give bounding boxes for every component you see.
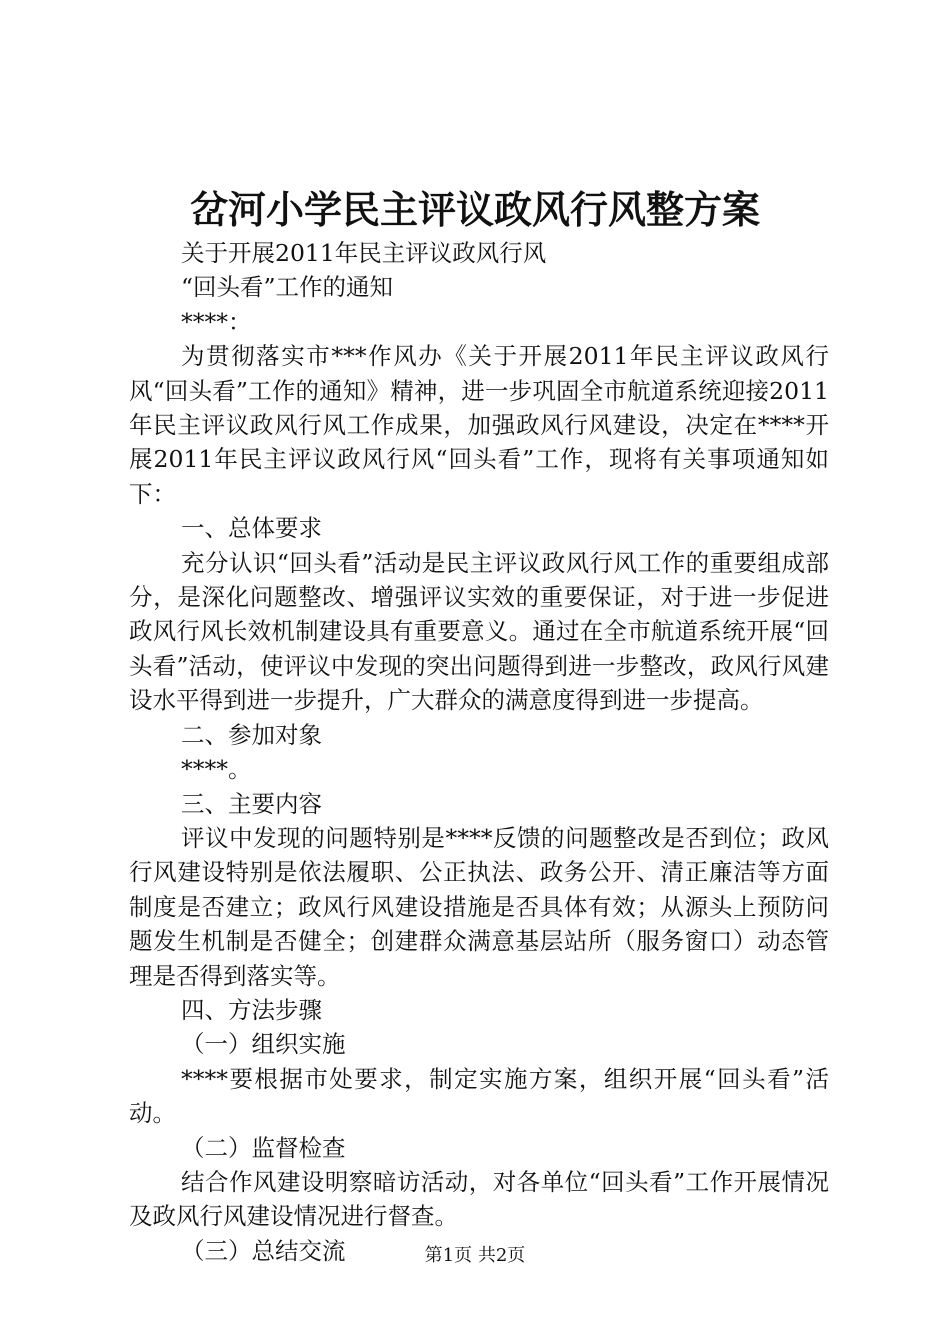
- document-body: [129, 236, 829, 1268]
- paragraph-addressee: ****：: [181, 307, 252, 336]
- section-heading-main-content: 三、主要内容: [181, 789, 322, 818]
- paragraph-intro: 为贯彻落实市***作风办《关于开展2011年民主评议政风行风“回头看”工作的通知》精神，进一步巩固全市航道系统迎接2011年民主评议政风行风工作成果，加强政风行风建设，决定在****开展2011年民主评议政风行风“回头看”工作，现将有关事项通知如下：: [129, 342, 829, 508]
- subsection-heading-supervise: （二）监督检查: [181, 1133, 346, 1162]
- section-heading-general-requirements: 一、总体要求: [181, 514, 322, 543]
- paragraph-organize: ****要根据市处要求，制定实施方案，组织开展“回头看”活动。: [129, 1064, 829, 1128]
- paragraph-general-requirements: 充分认识“回头看”活动是民主评议政风行风工作的重要组成部分，是深化问题整改、增强评议实效的重要保证，对于进一步促进政风行风长效机制建设具有重要意义。通过在全市航道系统开展“回头看”活动，使评议中发现的突出问题得到进一步整改，政风行风建设水平得到进一步提升，广大群众的满意度得到进一步提高。: [129, 548, 829, 715]
- paragraph-notice-heading-1: 关于开展2011年民主评议政风行风: [181, 239, 547, 267]
- paragraph-participants: ****。: [181, 755, 252, 784]
- paragraph-supervise: 结合作风建设明察暗访活动，对各单位“回头看”工作开展情况及政风行风建设情况进行督查。: [129, 1167, 829, 1231]
- paragraph-notice-heading-2: “回头看”工作的通知: [181, 273, 394, 302]
- section-heading-methods: 四、方法步骤: [181, 995, 322, 1024]
- paragraph-main-content: 评议中发现的问题特别是****反馈的问题整改是否到位；政风行风建设特别是依法履职、公正执法、政务公开、清正廉洁等方面制度是否建立；政风行风建设措施是否具体有效；从源头上预防问题发生机制是否健全；创建群众满意基层站所（服务窗口）动态管理是否得到落实等。: [129, 823, 829, 990]
- document-title: 岔河小学民主评议政风行风整方案: [189, 187, 760, 232]
- page-number-footer: 第1页 共2页: [424, 1245, 526, 1266]
- subsection-heading-summary: （三）总结交流: [181, 1236, 346, 1265]
- subsection-heading-organize: （一）组织实施: [181, 1030, 346, 1059]
- section-heading-participants: 二、参加对象: [181, 720, 322, 749]
